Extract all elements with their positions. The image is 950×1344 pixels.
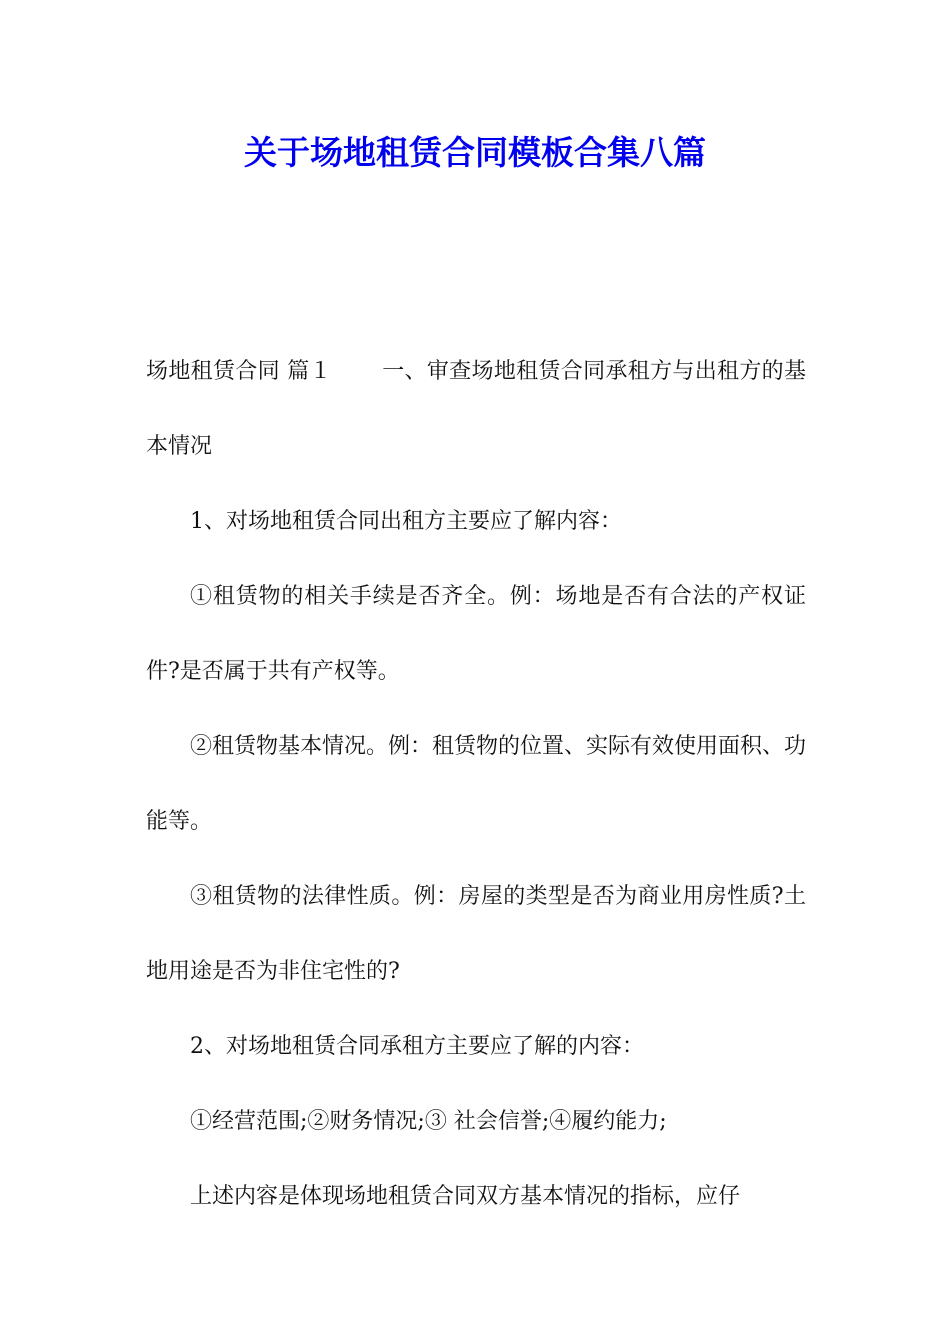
paragraph-lessor-info-heading: 1、对场地租赁合同出租方主要应了解内容：: [190, 509, 622, 534]
paragraph-summary: 上述内容是体现场地租赁合同双方基本情况的指标，应仔: [190, 1184, 741, 1209]
section-label: 场地租赁合同 篇１: [146, 359, 332, 384]
section-heading-text: 一、审查场地租赁合同承租方与出租方的基本情况: [146, 359, 806, 459]
document-body: [146, 334, 806, 1234]
document-title: 关于场地租赁合同模板合集八篇: [244, 133, 706, 172]
paragraph-lessor-item-1: ①租赁物的相关手续是否齐全。例：场地是否有合法的产权证件?是否属于共有产权等。: [146, 584, 806, 684]
paragraph-lessor-item-2: ②租赁物基本情况。例：租赁物的位置、实际有效使用面积、功能等。: [146, 734, 807, 834]
paragraph-lessee-items: ①经营范围;②财务情况;③ 社会信誉;④履约能力;: [190, 1109, 667, 1134]
paragraph-lessor-item-3: ③租赁物的法律性质。例：房屋的类型是否为商业用房性质?土地用途是否为非住宅性的?: [146, 884, 806, 984]
intro-paragraph: [146, 334, 806, 484]
paragraph-lessee-info-heading: 2、对场地租赁合同承租方主要应了解的内容：: [190, 1034, 644, 1059]
